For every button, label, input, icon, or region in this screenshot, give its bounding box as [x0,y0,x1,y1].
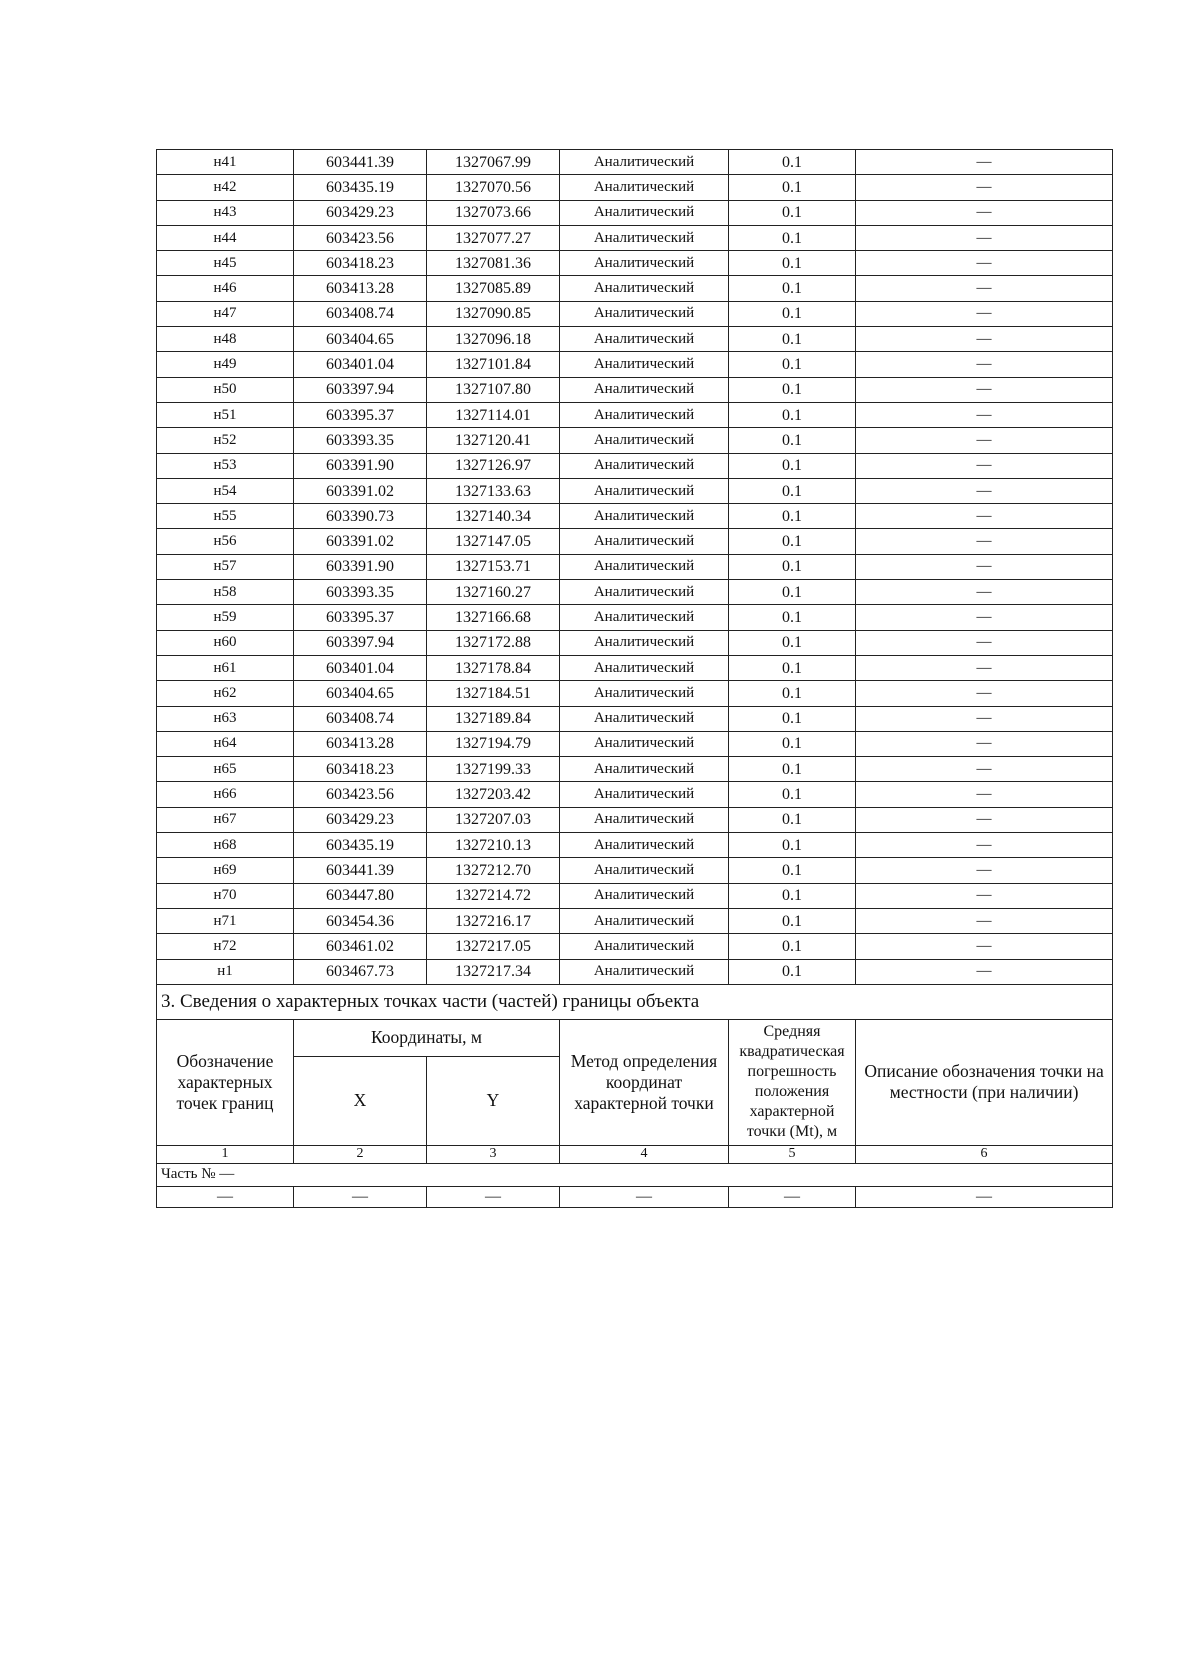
coord-x-cell: 603418.23 [294,251,427,276]
coord-x-cell: 603467.73 [294,959,427,984]
table-row [157,453,1113,478]
table-row [157,959,1113,984]
method-cell: Аналитический [560,327,729,352]
point-id-cell: н68 [157,833,294,858]
description-cell: — [856,681,1113,706]
coord-x-cell: 603408.74 [294,706,427,731]
point-id-cell: н49 [157,352,294,377]
table-row [157,706,1113,731]
coord-y-cell: 1327153.71 [427,554,560,579]
table-row [157,377,1113,402]
method-cell: Аналитический [560,757,729,782]
description-cell: — [856,858,1113,883]
coord-x-cell: 603395.37 [294,402,427,427]
mt-value-cell: 0.1 [729,655,856,680]
description-cell: — [856,225,1113,250]
table-row [157,580,1113,605]
coord-y-cell: 1327114.01 [427,402,560,427]
coord-x-cell: 603408.74 [294,301,427,326]
method-cell: Аналитический [560,706,729,731]
method-cell: Аналитический [560,655,729,680]
coord-y-cell: 1327189.84 [427,706,560,731]
coord-x-cell: 603391.90 [294,453,427,478]
point-id-cell: н62 [157,681,294,706]
table-row [157,833,1113,858]
table-row [157,200,1113,225]
table-row [157,731,1113,756]
method-cell: Аналитический [560,428,729,453]
coord-y-cell: 1327081.36 [427,251,560,276]
coord-y-cell: 1327070.56 [427,175,560,200]
point-id-cell: н53 [157,453,294,478]
method-cell: Аналитический [560,504,729,529]
table-row [157,529,1113,554]
empty-cell: — [729,1186,856,1207]
method-cell: Аналитический [560,453,729,478]
method-cell: Аналитический [560,301,729,326]
method-cell: Аналитический [560,858,729,883]
header-x: X [294,1056,427,1145]
description-cell: — [856,150,1113,175]
coord-x-cell: 603404.65 [294,681,427,706]
method-cell: Аналитический [560,352,729,377]
mt-value-cell: 0.1 [729,883,856,908]
mt-value-cell: 0.1 [729,200,856,225]
description-cell: — [856,200,1113,225]
mt-value-cell: 0.1 [729,630,856,655]
coord-y-cell: 1327166.68 [427,605,560,630]
description-cell: — [856,934,1113,959]
coord-y-cell: 1327120.41 [427,428,560,453]
coord-y-cell: 1327199.33 [427,757,560,782]
mt-value-cell: 0.1 [729,352,856,377]
empty-cell: — [560,1186,729,1207]
coord-y-cell: 1327217.05 [427,934,560,959]
table-row [157,428,1113,453]
description-cell: — [856,807,1113,832]
header-mt: Средняя квадратическая погрешность положения характерной точки (Mt), м [729,1019,856,1145]
mt-value-cell: 0.1 [729,276,856,301]
method-cell: Аналитический [560,681,729,706]
mt-value-cell: 0.1 [729,908,856,933]
method-cell: Аналитический [560,377,729,402]
table-row [157,402,1113,427]
point-id-cell: н50 [157,377,294,402]
column-index: 3 [427,1145,560,1163]
coord-x-cell: 603390.73 [294,504,427,529]
mt-value-cell: 0.1 [729,731,856,756]
point-id-cell: н46 [157,276,294,301]
coord-x-cell: 603404.65 [294,327,427,352]
mt-value-cell: 0.1 [729,428,856,453]
description-cell: — [856,883,1113,908]
method-cell: Аналитический [560,883,729,908]
method-cell: Аналитический [560,934,729,959]
mt-value-cell: 0.1 [729,833,856,858]
part-label: Часть № — [157,1163,1113,1186]
description-cell: — [856,251,1113,276]
coord-x-cell: 603397.94 [294,377,427,402]
description-cell: — [856,605,1113,630]
point-id-cell: н59 [157,605,294,630]
table-row [157,175,1113,200]
method-cell: Аналитический [560,200,729,225]
coord-y-cell: 1327067.99 [427,150,560,175]
description-cell: — [856,655,1113,680]
mt-value-cell: 0.1 [729,858,856,883]
coord-x-cell: 603435.19 [294,175,427,200]
method-cell: Аналитический [560,807,729,832]
coord-y-cell: 1327126.97 [427,453,560,478]
point-id-cell: н71 [157,908,294,933]
header-y: Y [427,1056,560,1145]
method-cell: Аналитический [560,580,729,605]
coord-y-cell: 1327194.79 [427,731,560,756]
mt-value-cell: 0.1 [729,554,856,579]
section-3-title: 3. Сведения о характерных точках части (частей) границы объекта [157,985,1113,1020]
method-cell: Аналитический [560,554,729,579]
description-cell: — [856,782,1113,807]
mt-value-cell: 0.1 [729,782,856,807]
document-page [156,149,1112,1208]
point-id-cell: н56 [157,529,294,554]
mt-value-cell: 0.1 [729,251,856,276]
coord-y-cell: 1327133.63 [427,478,560,503]
coord-y-cell: 1327160.27 [427,580,560,605]
method-cell: Аналитический [560,630,729,655]
coord-y-cell: 1327214.72 [427,883,560,908]
coord-x-cell: 603435.19 [294,833,427,858]
point-id-cell: н66 [157,782,294,807]
coord-x-cell: 603391.90 [294,554,427,579]
mt-value-cell: 0.1 [729,605,856,630]
description-cell: — [856,428,1113,453]
points-table [156,149,1113,985]
table-row [157,807,1113,832]
description-cell: — [856,959,1113,984]
column-index: 1 [157,1145,294,1163]
header-coordinates: Координаты, м [294,1019,560,1056]
method-cell: Аналитический [560,150,729,175]
point-id-cell: н52 [157,428,294,453]
coord-y-cell: 1327216.17 [427,908,560,933]
table-row [157,352,1113,377]
coord-y-cell: 1327085.89 [427,276,560,301]
table-row [157,327,1113,352]
table-row [157,681,1113,706]
coord-x-cell: 603441.39 [294,858,427,883]
mt-value-cell: 0.1 [729,150,856,175]
mt-value-cell: 0.1 [729,757,856,782]
coord-y-cell: 1327147.05 [427,529,560,554]
coord-x-cell: 603413.28 [294,731,427,756]
mt-value-cell: 0.1 [729,377,856,402]
point-id-cell: н55 [157,504,294,529]
mt-value-cell: 0.1 [729,478,856,503]
point-id-cell: н58 [157,580,294,605]
point-id-cell: н54 [157,478,294,503]
point-id-cell: н51 [157,402,294,427]
coord-x-cell: 603429.23 [294,807,427,832]
table-row [157,605,1113,630]
description-cell: — [856,833,1113,858]
point-id-cell: н47 [157,301,294,326]
coord-x-cell: 603441.39 [294,150,427,175]
description-cell: — [856,327,1113,352]
empty-cell: — [294,1186,427,1207]
table-row [157,150,1113,175]
table-row [157,908,1113,933]
coord-x-cell: 603423.56 [294,225,427,250]
header-method: Метод определения координат характерной точки [560,1019,729,1145]
point-id-cell: н67 [157,807,294,832]
table-row [157,478,1113,503]
description-cell: — [856,529,1113,554]
table-row [157,655,1113,680]
coord-y-cell: 1327203.42 [427,782,560,807]
mt-value-cell: 0.1 [729,706,856,731]
coord-x-cell: 603447.80 [294,883,427,908]
description-cell: — [856,276,1113,301]
point-id-cell: н70 [157,883,294,908]
coord-y-cell: 1327172.88 [427,630,560,655]
coord-y-cell: 1327184.51 [427,681,560,706]
point-id-cell: н60 [157,630,294,655]
table-row [157,276,1113,301]
point-id-cell: н61 [157,655,294,680]
point-id-cell: н43 [157,200,294,225]
mt-value-cell: 0.1 [729,934,856,959]
coord-y-cell: 1327077.27 [427,225,560,250]
method-cell: Аналитический [560,833,729,858]
point-id-cell: н42 [157,175,294,200]
point-id-cell: н44 [157,225,294,250]
column-index: 6 [856,1145,1113,1163]
table-row [157,858,1113,883]
description-cell: — [856,453,1113,478]
coord-y-cell: 1327210.13 [427,833,560,858]
method-cell: Аналитический [560,175,729,200]
point-id-cell: н1 [157,959,294,984]
mt-value-cell: 0.1 [729,402,856,427]
description-cell: — [856,908,1113,933]
method-cell: Аналитический [560,251,729,276]
mt-value-cell: 0.1 [729,175,856,200]
mt-value-cell: 0.1 [729,225,856,250]
method-cell: Аналитический [560,529,729,554]
coord-y-cell: 1327212.70 [427,858,560,883]
coord-x-cell: 603423.56 [294,782,427,807]
coord-y-cell: 1327090.85 [427,301,560,326]
point-id-cell: н64 [157,731,294,756]
description-cell: — [856,175,1113,200]
empty-cell: — [856,1186,1113,1207]
point-id-cell: н48 [157,327,294,352]
table-row [157,782,1113,807]
table-row [157,934,1113,959]
description-cell: — [856,504,1113,529]
method-cell: Аналитический [560,908,729,933]
coord-y-cell: 1327207.03 [427,807,560,832]
description-cell: — [856,757,1113,782]
method-cell: Аналитический [560,225,729,250]
coord-x-cell: 603397.94 [294,630,427,655]
description-cell: — [856,377,1113,402]
point-id-cell: н41 [157,150,294,175]
table-row [157,251,1113,276]
coord-x-cell: 603413.28 [294,276,427,301]
method-cell: Аналитический [560,402,729,427]
empty-cell: — [157,1186,294,1207]
points-table-body [157,150,1113,985]
table-row [157,554,1113,579]
coord-y-cell: 1327107.80 [427,377,560,402]
empty-row [157,1186,1113,1207]
description-cell: — [856,731,1113,756]
column-index: 5 [729,1145,856,1163]
point-id-cell: н57 [157,554,294,579]
mt-value-cell: 0.1 [729,681,856,706]
section-3-table [156,985,1113,1208]
coord-x-cell: 603401.04 [294,352,427,377]
description-cell: — [856,630,1113,655]
method-cell: Аналитический [560,605,729,630]
description-cell: — [856,554,1113,579]
mt-value-cell: 0.1 [729,301,856,326]
coord-x-cell: 603391.02 [294,529,427,554]
description-cell: — [856,352,1113,377]
description-cell: — [856,478,1113,503]
table-row [157,301,1113,326]
table-row [157,757,1113,782]
coord-x-cell: 603461.02 [294,934,427,959]
coord-y-cell: 1327140.34 [427,504,560,529]
mt-value-cell: 0.1 [729,453,856,478]
empty-cell: — [427,1186,560,1207]
mt-value-cell: 0.1 [729,327,856,352]
description-cell: — [856,580,1113,605]
method-cell: Аналитический [560,731,729,756]
coord-x-cell: 603454.36 [294,908,427,933]
table-row [157,225,1113,250]
coord-x-cell: 603395.37 [294,605,427,630]
coord-x-cell: 603401.04 [294,655,427,680]
column-index: 4 [560,1145,729,1163]
column-index: 2 [294,1145,427,1163]
table-row [157,504,1113,529]
description-cell: — [856,706,1113,731]
table-row [157,630,1113,655]
table-row [157,883,1113,908]
coord-x-cell: 603418.23 [294,757,427,782]
point-id-cell: н45 [157,251,294,276]
coord-x-cell: 603393.35 [294,580,427,605]
coord-x-cell: 603429.23 [294,200,427,225]
coord-x-cell: 603391.02 [294,478,427,503]
mt-value-cell: 0.1 [729,959,856,984]
coord-y-cell: 1327217.34 [427,959,560,984]
coord-y-cell: 1327101.84 [427,352,560,377]
point-id-cell: н72 [157,934,294,959]
method-cell: Аналитический [560,478,729,503]
mt-value-cell: 0.1 [729,807,856,832]
mt-value-cell: 0.1 [729,529,856,554]
description-cell: — [856,402,1113,427]
description-cell: — [856,301,1113,326]
coord-y-cell: 1327096.18 [427,327,560,352]
coord-x-cell: 603393.35 [294,428,427,453]
point-id-cell: н65 [157,757,294,782]
coord-y-cell: 1327073.66 [427,200,560,225]
point-id-cell: н69 [157,858,294,883]
method-cell: Аналитический [560,782,729,807]
header-description: Описание обозначения точки на местности (при наличии) [856,1019,1113,1145]
coord-y-cell: 1327178.84 [427,655,560,680]
mt-value-cell: 0.1 [729,580,856,605]
mt-value-cell: 0.1 [729,504,856,529]
method-cell: Аналитический [560,959,729,984]
point-id-cell: н63 [157,706,294,731]
method-cell: Аналитический [560,276,729,301]
header-designation: Обозначение характерных точек границ [157,1019,294,1145]
